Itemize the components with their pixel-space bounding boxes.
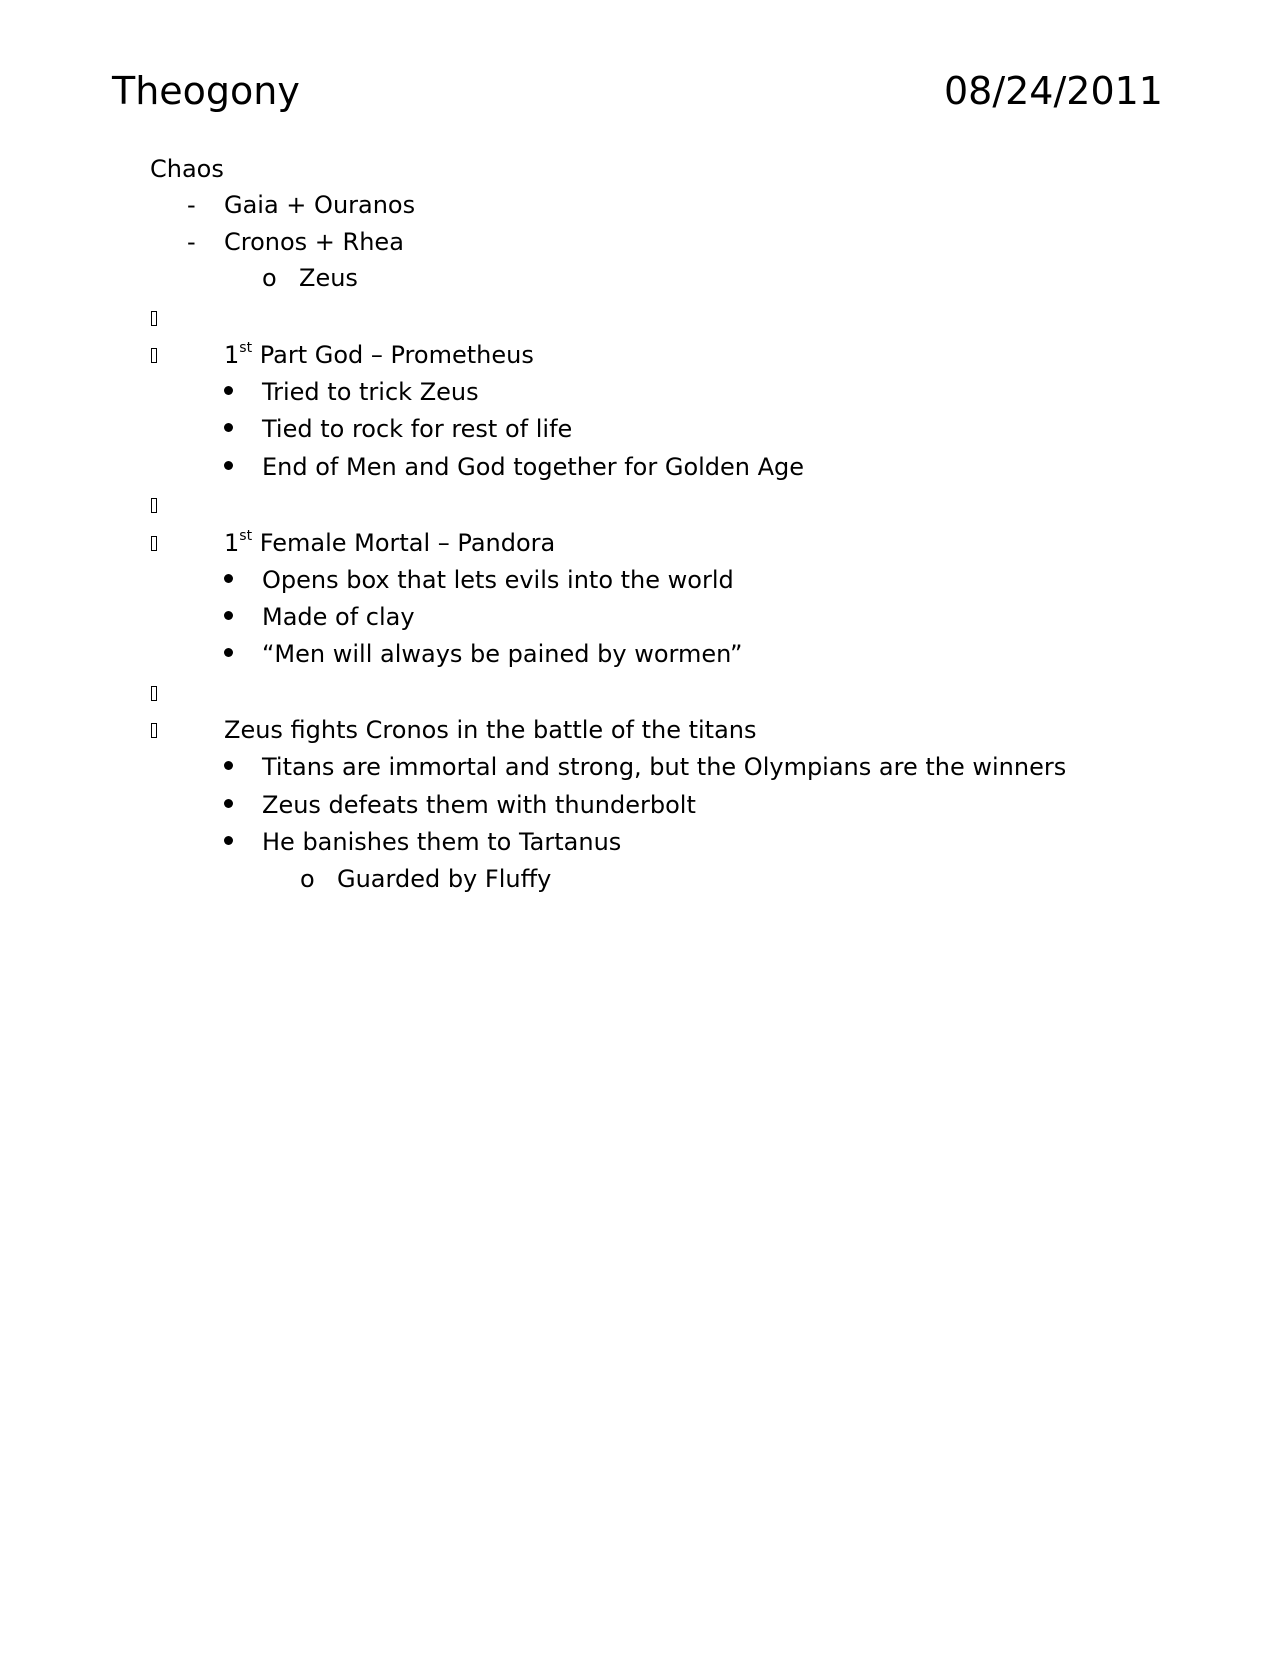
- section-heading: 1st Part God – Prometheus: [224, 340, 534, 369]
- circle-marker: o: [262, 264, 277, 292]
- missing-glyph-box: [151, 536, 157, 551]
- bullet-icon: [224, 386, 233, 395]
- bullet-icon: [224, 648, 233, 657]
- circle-marker: o: [300, 865, 315, 893]
- sub-item: Guarded by Fluffy: [337, 865, 552, 893]
- dash-item: Cronos + Rhea: [224, 228, 404, 256]
- missing-glyph-box: [151, 498, 157, 513]
- missing-glyph-box: [151, 311, 157, 326]
- page-date: 08/24/2011: [943, 69, 1163, 113]
- bullet-item: End of Men and God together for Golden Age: [262, 453, 805, 481]
- section-heading: Zeus fights Cronos in the battle of the titans: [224, 716, 757, 744]
- bullet-icon: [224, 836, 233, 845]
- bullet-icon: [224, 761, 233, 770]
- bullet-item: Made of clay: [262, 603, 415, 631]
- bullet-icon: [224, 574, 233, 583]
- dash-marker: -: [187, 228, 196, 256]
- bullet-icon: [224, 611, 233, 620]
- outline-root: Chaos: [150, 155, 224, 183]
- bullet-item: Zeus defeats them with thunderbolt: [262, 791, 696, 819]
- bullet-item: Titans are immortal and strong, but the Olympians are the winners: [262, 753, 1067, 781]
- page-title: Theogony: [112, 69, 300, 113]
- section-heading: 1st Female Mortal – Pandora: [224, 528, 556, 557]
- dash-item: Gaia + Ouranos: [224, 191, 416, 219]
- dash-marker: -: [187, 191, 196, 219]
- bullet-item: “Men will always be pained by wormen”: [262, 640, 743, 668]
- bullet-icon: [224, 799, 233, 808]
- sub-item: Zeus: [299, 264, 358, 292]
- missing-glyph-box: [151, 348, 157, 363]
- bullet-item: Tried to trick Zeus: [262, 378, 479, 406]
- bullet-item: He banishes them to Tartanus: [262, 828, 622, 856]
- bullet-icon: [224, 461, 233, 470]
- missing-glyph-box: [151, 686, 157, 701]
- missing-glyph-box: [151, 723, 157, 738]
- bullet-item: Opens box that lets evils into the world: [262, 566, 734, 594]
- bullet-icon: [224, 423, 233, 432]
- bullet-item: Tied to rock for rest of life: [262, 415, 573, 443]
